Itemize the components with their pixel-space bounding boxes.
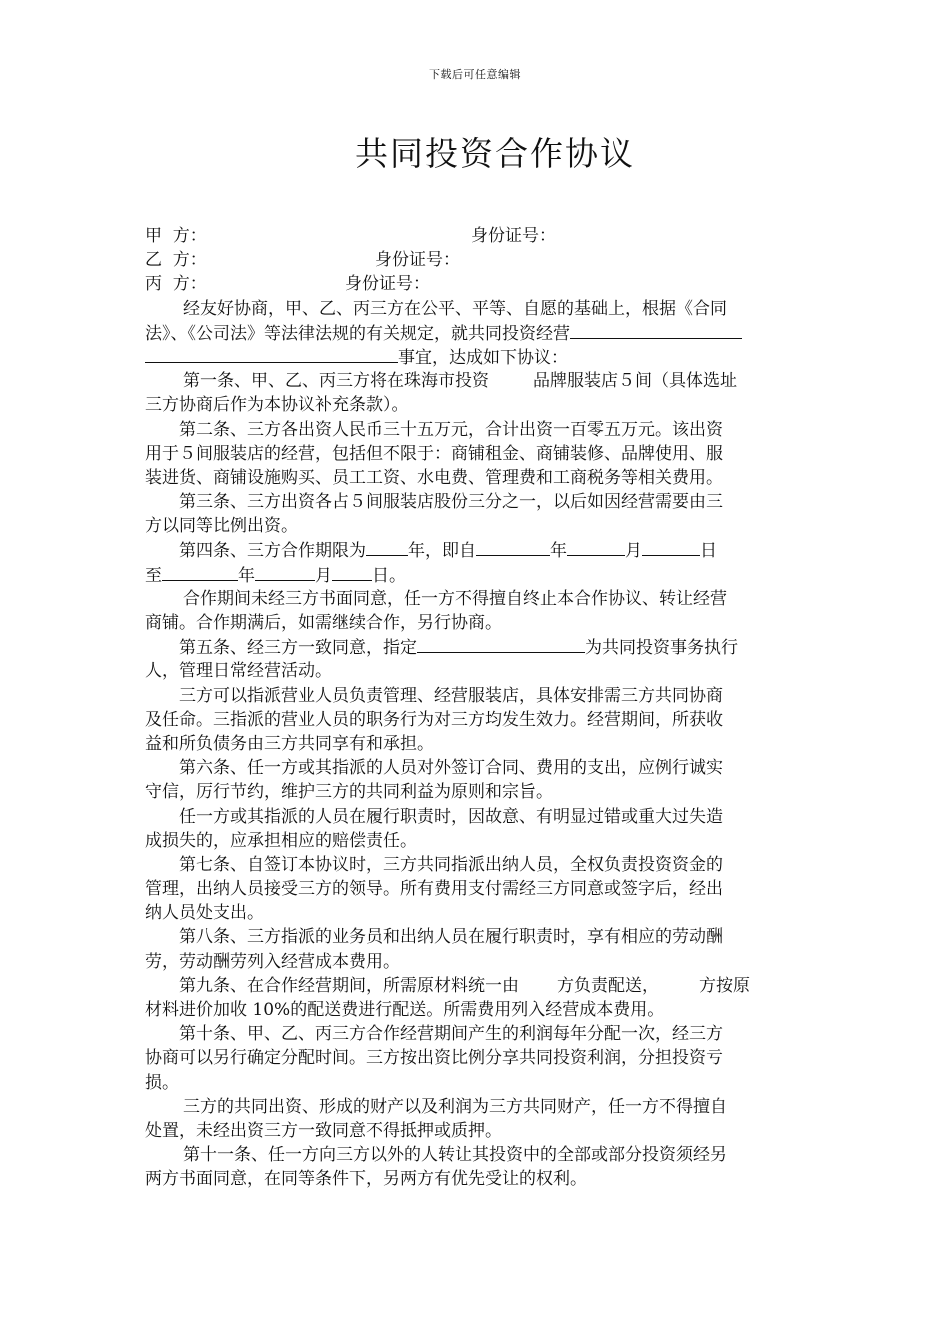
article-10-para-2-line-2: 处置，未经出资三方一致同意不得抵押或质押。: [145, 1120, 502, 1141]
article-8-line-1: 第八条、三方指派的业务员和出纳人员在履行职责时，享有相应的劳动酬: [179, 927, 723, 948]
article-1-text-b: 品牌服装店５间（具体选址: [533, 371, 737, 392]
party-yi-id-label: 身份证号：: [375, 250, 460, 271]
article-10-line-1: 第十条、甲、乙、丙三方合作经营期间产生的利润每年分配一次，经三方: [179, 1024, 723, 1045]
article-4-text-c: 年: [550, 541, 567, 562]
article-4-text-e: 日: [700, 541, 717, 562]
business-blank-cont: [145, 345, 398, 363]
article-11-line-2: 两方书面同意，在同等条件下，另两方有优先受让的权利。: [145, 1169, 587, 1190]
preamble-line-2: [145, 321, 815, 345]
article-10-line-2: 协商可以另行确定分配时间。三方按出资比例分享共同投资利润，分担投资亏: [145, 1048, 723, 1069]
article-4-line-1: [145, 538, 815, 562]
document-title: 共同投资合作协议: [355, 134, 635, 173]
article-5-para-2-line-1: 三方可以指派营业人员负责管理、经营服装店，具体安排需三方共同协商: [179, 685, 723, 706]
header-note: 下载后可任意编辑: [429, 68, 521, 81]
preamble-line-1: 经友好协商，甲、乙、丙三方在公平、平等、自愿的基础上，根据《合同: [183, 298, 727, 319]
article-1-text-a: 第一条、甲、乙、丙三方将在珠海市投资: [183, 371, 489, 392]
article-4-text-b: 年，即自: [408, 541, 476, 562]
preamble-text-3: 事宜，达成如下协议：: [398, 347, 568, 368]
article-4-text-d: 月: [625, 541, 642, 562]
preamble-line-3: [145, 345, 815, 369]
article-4-text-g: 年: [238, 565, 255, 586]
article-6-line-2: 守信，厉行节约，维护三方的共同利益为原则和宗旨。: [145, 782, 553, 803]
end-day-blank: [332, 563, 372, 581]
article-5-line-1: [145, 635, 815, 659]
article-2-line-3: 装进货、商铺设施购买、员工工资、水电费、管理费和工商税务等相关费用。: [145, 467, 723, 488]
party-bing-line: [145, 272, 815, 296]
article-3-line-1: 第三条、三方出资各占５间服装店股份三分之一，以后如因经营需要由三: [179, 492, 723, 513]
article-4-para-2-line-1: 合作期间未经三方书面同意，任一方不得擅自终止本合作协议、转让经营: [183, 588, 727, 609]
business-blank: [570, 321, 742, 339]
end-month-blank: [255, 563, 315, 581]
term-years-blank: [366, 538, 408, 556]
article-4-line-2: [145, 563, 815, 587]
article-9-text-b: 方负责配送，: [557, 975, 659, 996]
article-7-line-3: 纳人员处支出。: [145, 903, 264, 924]
executor-blank: [417, 635, 585, 653]
start-day-blank: [642, 538, 700, 556]
party-yi-line: [145, 248, 815, 272]
article-5-text-b: 为共同投资事务执行: [585, 638, 738, 659]
article-4-para-2-line-2: 商铺。合作期满后，如需继续合作，另行协商。: [145, 613, 502, 633]
article-7-line-2: 管理，出纳人员接受三方的领导。所有费用支付需经三方同意或签字后，经出: [145, 879, 723, 900]
article-9-line-2: 材料进价加收 10%的配送费进行配送。所需费用列入经营成本费用。: [145, 1000, 665, 1020]
article-4-text-h: 月: [315, 565, 332, 586]
preamble-text-2: 法》、《公司法》等法律法规的有关规定，就共同投资经营: [145, 323, 570, 344]
article-4-text-i: 日。: [372, 565, 406, 586]
article-5-text-a: 第五条、经三方一致同意，指定: [179, 638, 417, 659]
article-2-line-2: 用于５间服装店的经营，包括但不限于：商铺租金、商铺装修、品牌使用、服: [145, 443, 723, 464]
article-11-line-1: 第十一条、任一方向三方以外的人转让其投资中的全部或部分投资须经另: [183, 1145, 727, 1166]
article-1-line-2: 三方协商后作为本协议补充条款）。: [145, 395, 409, 416]
party-yi-label: 乙 方：: [145, 250, 207, 271]
party-bing-label: 丙 方：: [145, 274, 207, 295]
article-9-text-a: 第九条、在合作经营期间，所需原材料统一由: [179, 975, 519, 996]
party-jia-id-label: 身份证号：: [471, 226, 556, 246]
article-6-para-2-line-1: 任一方或其指派的人员在履行职责时，因故意、有明显过错或重大过失造: [179, 806, 723, 827]
start-year-blank: [476, 538, 550, 556]
article-5-para-2-line-2: 及任命。三指派的营业人员的职务行为对三方均发生效力。经营期间，所获收: [145, 709, 723, 730]
article-9-text-c: 方按原: [699, 975, 750, 996]
article-3-line-2: 方以同等比例出资。: [145, 516, 298, 537]
article-6-para-2-line-2: 成损失的，应承担相应的赔偿责任。: [145, 830, 417, 851]
article-8-line-2: 劳，劳动酬劳列入经营成本费用。: [145, 951, 400, 972]
article-5-para-2-line-3: 益和所负债务由三方共同享有和承担。: [145, 733, 434, 754]
article-9-line-1: [145, 974, 815, 998]
end-year-blank: [162, 563, 238, 581]
party-jia-label: 甲 方：: [145, 226, 207, 246]
article-2-line-1: 第二条、三方各出资人民币三十五万元，合计出资一百零五万元。该出资: [179, 419, 723, 440]
article-7-line-1: 第七条、自签订本协议时，三方共同指派出纳人员，全权负责投资资金的: [179, 854, 723, 875]
article-4-text-a: 第四条、三方合作期限为: [179, 541, 366, 562]
party-jia-line: [145, 224, 815, 248]
start-month-blank: [567, 538, 625, 556]
article-4-text-f: 至: [145, 565, 162, 586]
article-10-para-2-line-1: 三方的共同出资、形成的财产以及利润为三方共同财产，任一方不得擅自: [183, 1096, 727, 1117]
article-5-line-2: 人，管理日常经营活动。: [145, 661, 332, 682]
agreement-body: [145, 224, 815, 1192]
party-bing-id-label: 身份证号：: [345, 274, 430, 295]
article-6-line-1: 第六条、任一方或其指派的人员对外签订合同、费用的支出，应例行诚实: [179, 758, 723, 779]
article-10-line-3: 损。: [145, 1072, 179, 1093]
article-1-line-1: [145, 369, 815, 393]
